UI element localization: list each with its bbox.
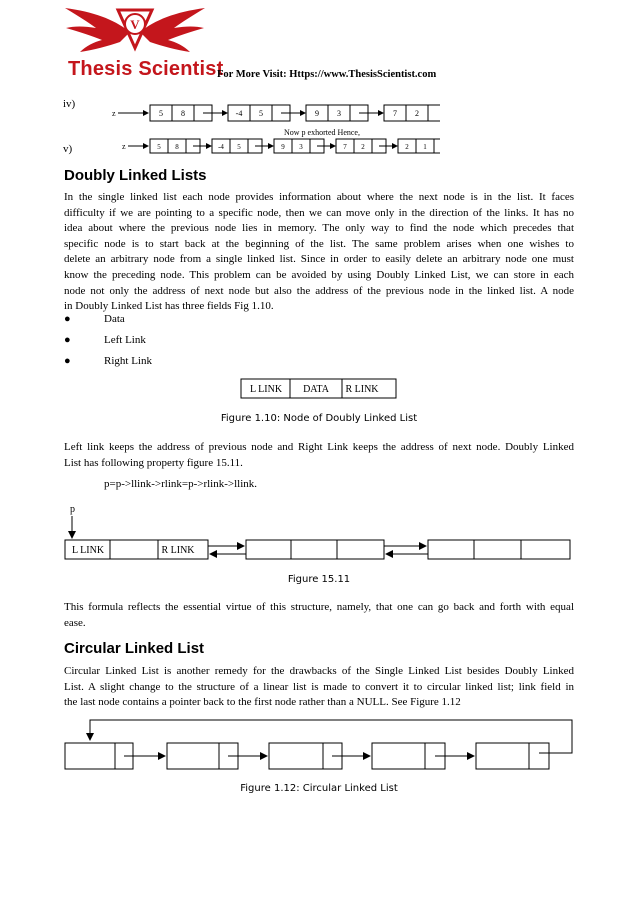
node-field-rlink: R LINK <box>345 384 379 395</box>
doubly-paragraph-3 <box>64 600 574 631</box>
text-line: know the preceding node. This problem can be avoided by using Doubly Linked List, we can store in each <box>64 268 574 281</box>
list-head-label: z <box>112 109 116 118</box>
circular-heading: Circular Linked List <box>64 640 205 657</box>
text-line: This formula reflects the essential virtue of this structure, namely, that one can go back and forth with equal <box>64 601 574 613</box>
node-exp: 3 <box>299 143 303 151</box>
text-line: ease. <box>64 616 86 629</box>
text-line: specific node is to start back at the beginning of the list. The same problem arises when one wishes to <box>64 237 574 250</box>
linked-list-v <box>120 138 440 156</box>
list-node <box>228 105 290 121</box>
node-field-data: DATA <box>303 384 329 395</box>
visit-link-text: For More Visit: Https://www.ThesisScientist.com <box>217 69 437 80</box>
chain-llink-label: L LINK <box>71 545 105 556</box>
node-field-llink: L LINK <box>249 384 283 395</box>
list-node <box>336 139 386 153</box>
text-line: List. A slight change to the structure of a linear list is made to convert it to circular linked list; link field in <box>64 680 574 693</box>
node-coef: 2 <box>405 143 409 151</box>
node-coef: 5 <box>159 109 163 118</box>
bullet-item <box>64 355 364 376</box>
text-line: the last node contains a pointer back to the first node rather than a NULL. See Figure 1.12 <box>64 696 461 709</box>
logo-letter: V <box>130 17 140 32</box>
node-coef: 7 <box>343 143 347 151</box>
bullet-text: Right Link <box>104 355 152 367</box>
list-head-label: z <box>122 142 126 151</box>
chain-rlink-label: R LINK <box>161 545 195 556</box>
doubly-paragraph <box>64 190 574 315</box>
list-node <box>274 139 324 153</box>
node-exp: 2 <box>361 143 365 151</box>
bullet-text: Left Link <box>104 334 146 346</box>
logo-emblem <box>60 2 210 58</box>
list-node <box>150 139 200 153</box>
brand-name: Thesis Scientist <box>68 58 224 80</box>
text-line: idea about where the previous node lies in memory. The only way to find the node which precedes that <box>64 222 574 235</box>
list-node <box>398 139 440 153</box>
list-v-note: Now p exhorted Hence, <box>284 128 360 137</box>
text-line: Circular Linked List is another remedy for the drawbacks of the Single Linked List besides Doubly Linked <box>64 665 574 677</box>
circular-list-diagram <box>60 716 580 772</box>
node-coef: 9 <box>315 109 319 118</box>
text-line: In the single linked list each node provides information about where the next node is in the list. It faces <box>64 191 574 203</box>
figure-1-12-caption: Figure 1.12: Circular Linked List <box>240 783 398 794</box>
text-line: List has following property figure 15.11. <box>64 456 243 469</box>
formula: p=p->llink->rlink=p->rlink->llink. <box>104 478 258 490</box>
text-line: difficulty if we are pointing to a specific node, then we can move only in the direction of the links. It has no <box>64 206 574 219</box>
pointer-p-label: p <box>70 504 75 515</box>
node-coef: 7 <box>393 109 397 118</box>
bullet-icon: ● <box>64 313 71 325</box>
node-exp: 3 <box>337 109 341 118</box>
node-exp: 8 <box>175 143 179 151</box>
dll-chain-diagram <box>60 500 580 562</box>
field-bullet-list <box>64 313 364 376</box>
text-line: in Doubly Linked List has three fields Fig 1.10. <box>64 300 274 313</box>
bullet-icon: ● <box>64 355 71 367</box>
figure-1-10-caption: Figure 1.10: Node of Doubly Linked List <box>220 413 418 424</box>
bullet-icon: ● <box>64 334 71 346</box>
node-coef: 5 <box>157 143 161 151</box>
node-coef: -4 <box>218 143 224 151</box>
dll-node-diagram <box>240 378 400 400</box>
circular-paragraph <box>64 664 574 711</box>
doubly-paragraph-2 <box>64 440 574 471</box>
node-exp: 1 <box>423 143 427 151</box>
bullet-item <box>64 334 364 355</box>
bullet-text: Data <box>104 313 125 325</box>
list-node <box>212 139 262 153</box>
bullet-item <box>64 313 364 334</box>
node-coef: 9 <box>281 143 285 151</box>
list-node <box>306 105 368 121</box>
list-iv-label: iv) <box>63 98 76 110</box>
node-exp: 5 <box>237 143 241 151</box>
text-line: node not only the address of next node but also the address of the previous node in the linked list. A node <box>64 284 574 297</box>
text-line: delete an arbitrary node from a single linked list. Since in order to easily delete an arbitrary node one must <box>64 253 574 266</box>
figure-15-11-caption: Figure 15.11 <box>287 574 351 585</box>
node-exp: 2 <box>415 109 419 118</box>
node-coef: -4 <box>235 109 243 118</box>
linked-list-iv <box>110 104 440 124</box>
list-node <box>150 105 212 121</box>
text-line: Left link keeps the address of previous node and Right Link keeps the address of next node. Doubly Linked <box>64 441 574 453</box>
doubly-heading: Doubly Linked Lists <box>64 167 207 184</box>
list-v-label: v) <box>63 143 73 155</box>
node-exp: 5 <box>259 109 263 118</box>
list-node <box>384 105 440 121</box>
node-exp: 8 <box>181 109 185 118</box>
